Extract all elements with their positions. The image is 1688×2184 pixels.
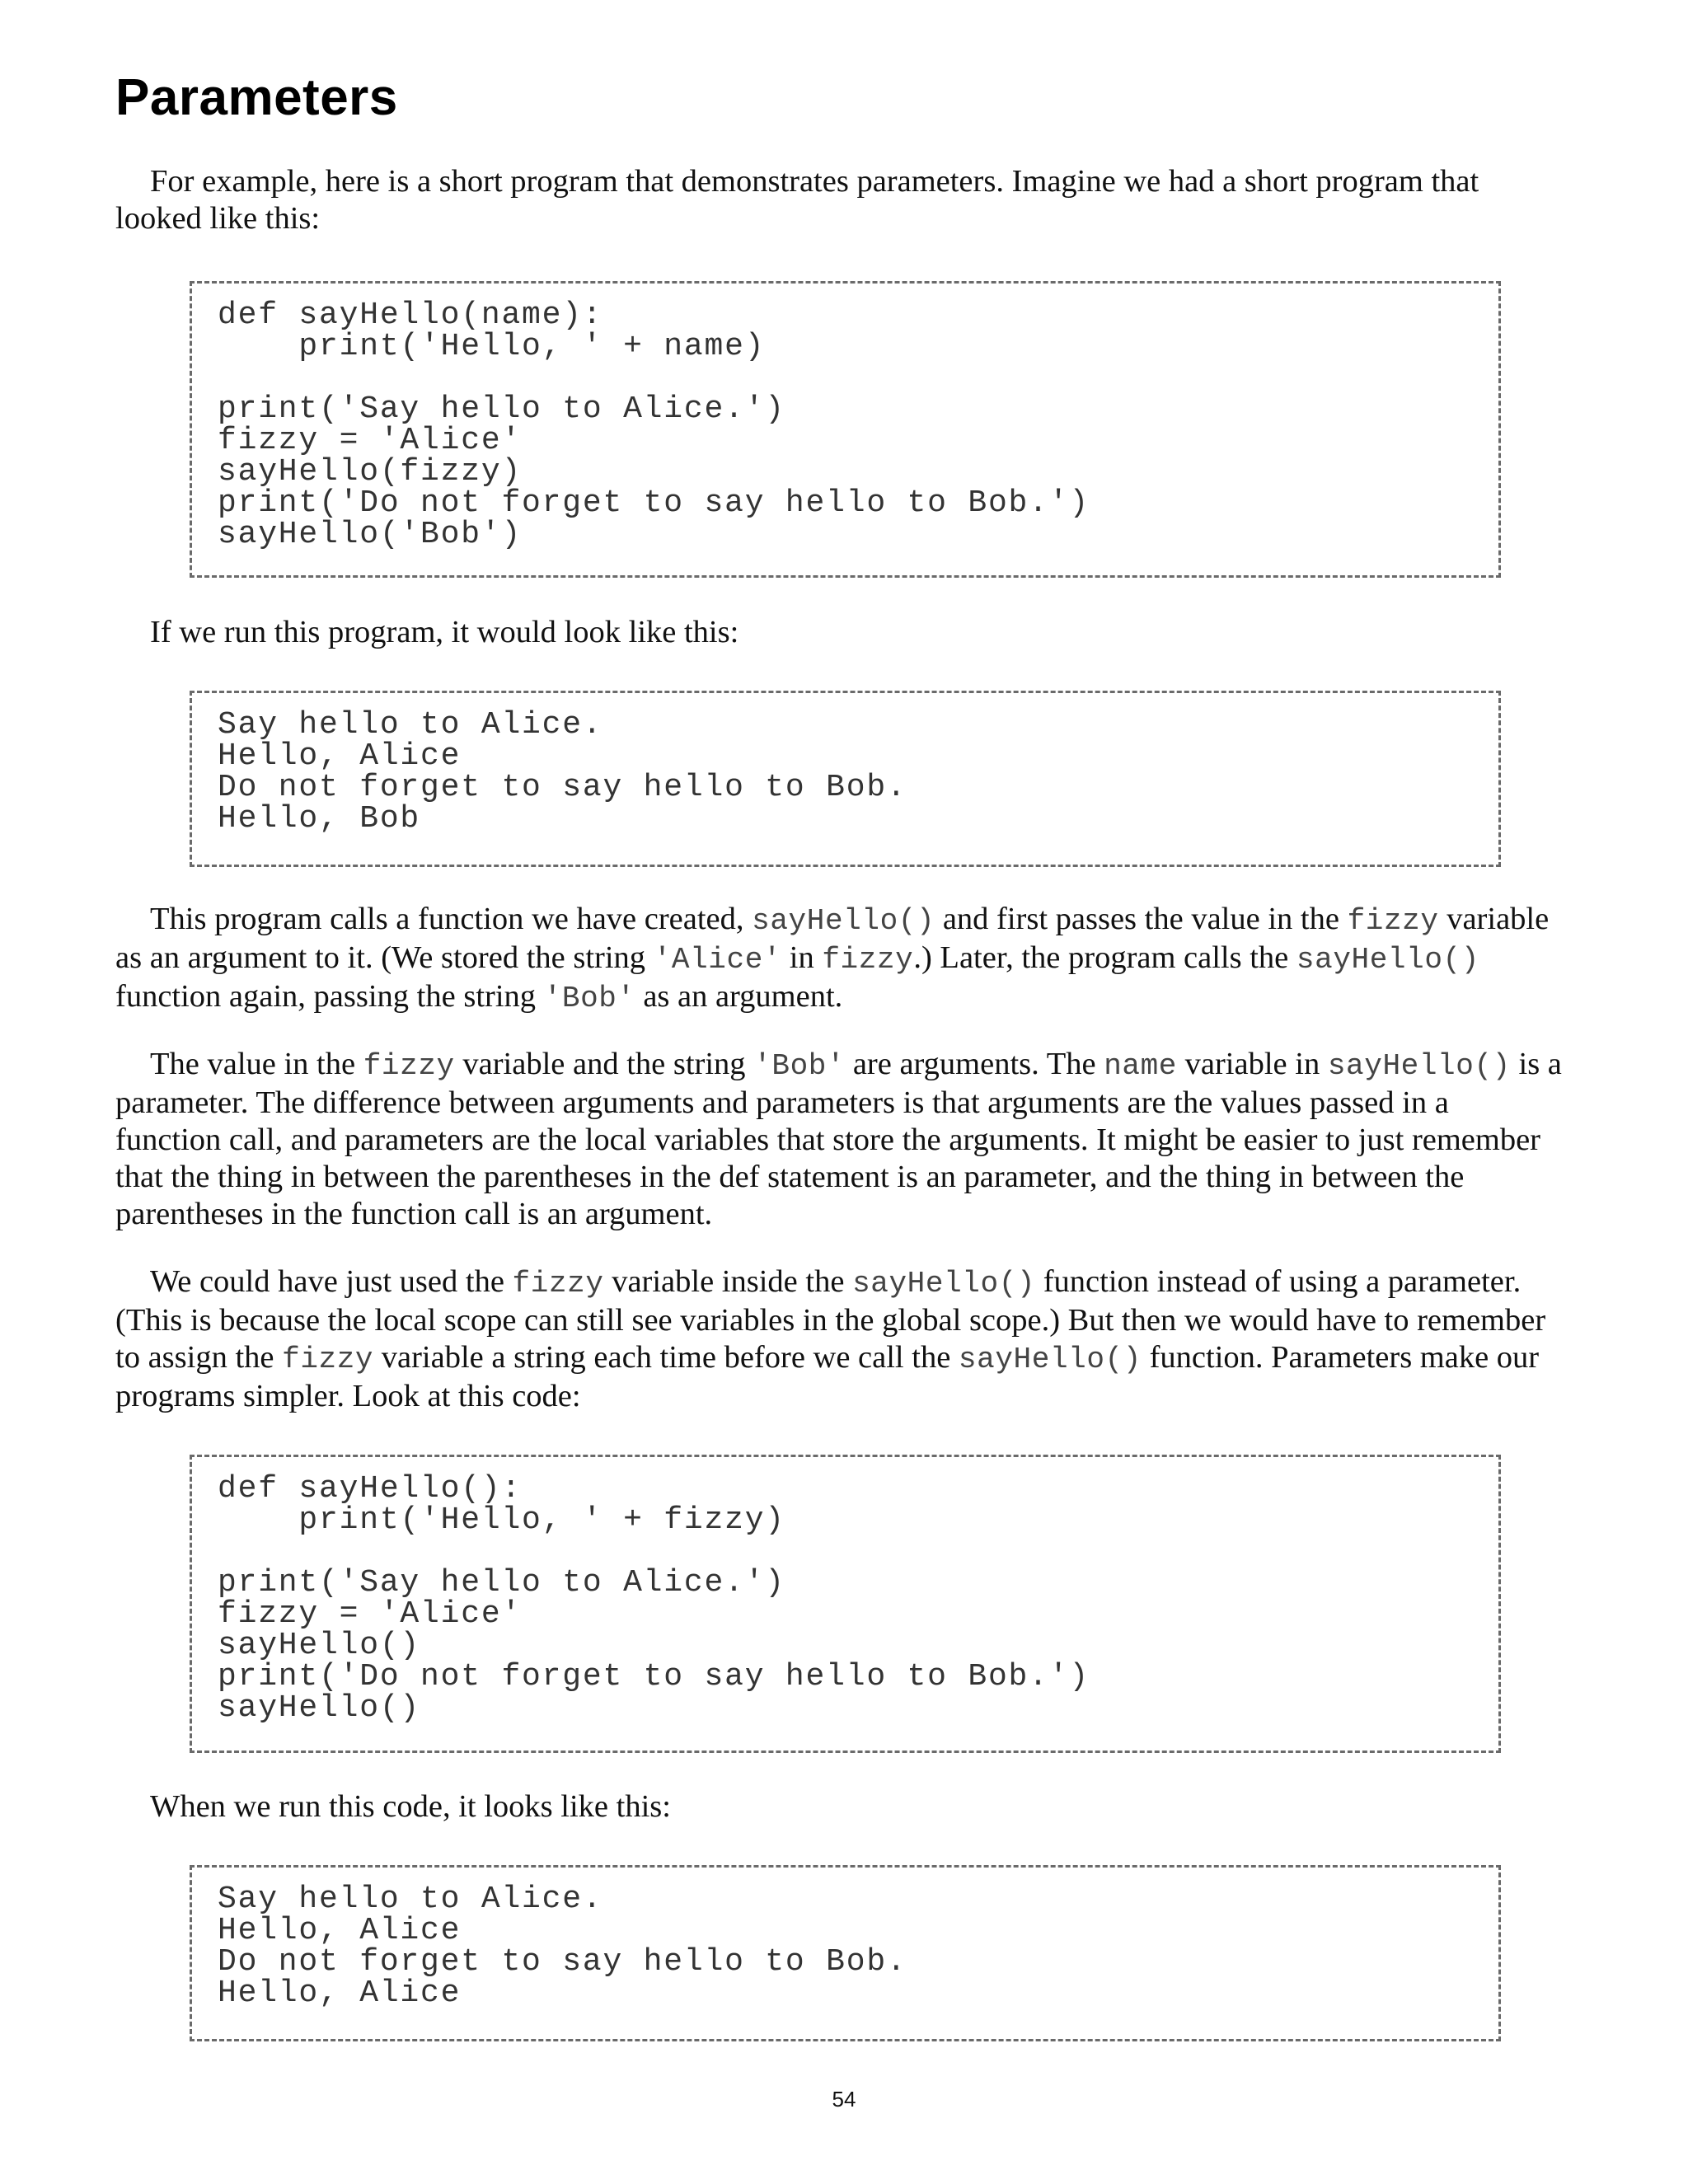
code-line: fizzy = 'Alice' xyxy=(218,1596,523,1632)
page-title: Parameters xyxy=(115,69,398,126)
text-run: variable a string each time before we call the xyxy=(373,1340,959,1375)
inline-code: fizzy xyxy=(822,943,914,977)
inline-code: sayHello() xyxy=(1327,1049,1511,1083)
text-run: function instead of using a parameter. (This is because the local scope can still see variables in the global scope.) But then we would have to remember to assign the xyxy=(115,1264,1546,1375)
inline-code: 'Bob' xyxy=(753,1049,846,1083)
text-run: is a parameter. The difference between arguments and parameters is that arguments are the values passed in a function call, and parameters are the local variables that store the arguments. It might be easier to just remember that the thing in between the parentheses in the def statement is an parameter, and the thing in between the parentheses in the function call is an argument. xyxy=(115,1047,1562,1231)
text-run: function. Parameters make our programs simpler. Look at this code: xyxy=(115,1340,1540,1413)
code-line xyxy=(218,363,1498,394)
text-run: .) Later, the program calls the xyxy=(913,940,1296,975)
inline-code: sayHello() xyxy=(852,1267,1036,1301)
output-block-1 xyxy=(190,691,1501,867)
output-line: Hello, Alice xyxy=(218,1975,462,2011)
output-line: Say hello to Alice. xyxy=(218,707,603,743)
code-line: print('Hello, ' + name) xyxy=(218,329,766,364)
inline-code: sayHello() xyxy=(1296,943,1479,977)
code-block-1 xyxy=(190,281,1501,578)
inline-code: fizzy xyxy=(512,1267,604,1301)
text-run: in xyxy=(781,940,823,975)
text-run: We could have just used the xyxy=(150,1264,513,1299)
inline-code: 'Bob' xyxy=(543,982,635,1015)
code-line: def sayHello(): xyxy=(218,1471,523,1507)
output-line: Do not forget to say hello to Bob. xyxy=(218,1944,907,1980)
output-line: Hello, Alice xyxy=(218,1913,462,1948)
intro-paragraph: For example, here is a short program that demonstrates parameters. Imagine we had a short program that looked like this: xyxy=(115,164,1479,236)
inline-code: 'Alice' xyxy=(653,943,782,977)
code-line: sayHello() xyxy=(218,1690,421,1726)
text-run: variable inside the xyxy=(603,1264,853,1299)
output-line: Hello, Alice xyxy=(218,738,462,774)
explanation-paragraph-1 xyxy=(115,901,1562,1017)
output-block-2 xyxy=(190,1865,1501,2041)
output-line: Say hello to Alice. xyxy=(218,1882,603,1917)
explanation-paragraph-3 xyxy=(115,1263,1562,1415)
code-block-2 xyxy=(190,1455,1501,1753)
inline-code: sayHello() xyxy=(958,1343,1142,1376)
explanation-paragraph-2 xyxy=(115,1046,1562,1233)
text-run: variable in xyxy=(1177,1047,1328,1081)
run-description-1: If we run this program, it would look like this: xyxy=(150,615,739,649)
code-line: def sayHello(name): xyxy=(218,298,603,333)
code-line: sayHello() xyxy=(218,1628,421,1663)
code-line xyxy=(218,1536,1498,1568)
code-line: print('Say hello to Alice.') xyxy=(218,391,785,427)
inline-code: fizzy xyxy=(1347,904,1439,938)
inline-code: name xyxy=(1104,1049,1178,1083)
run-description-2: When we run this code, it looks like this: xyxy=(150,1789,671,1824)
code-line: print('Do not forget to say hello to Bob.') xyxy=(218,485,1090,521)
text-run: function again, passing the string xyxy=(115,979,544,1014)
inline-code: fizzy xyxy=(363,1049,455,1083)
text-run: The value in the xyxy=(150,1047,363,1081)
inline-code: sayHello() xyxy=(752,904,935,938)
code-line: fizzy = 'Alice' xyxy=(218,423,523,458)
code-line: print('Say hello to Alice.') xyxy=(218,1565,785,1601)
text-run: This program calls a function we have created, xyxy=(150,902,753,936)
code-line: sayHello(fizzy) xyxy=(218,454,523,490)
text-run: variable as an argument to it. (We stored the string xyxy=(115,902,1550,975)
text-run: as an argument. xyxy=(635,979,843,1014)
page-number: 54 xyxy=(832,2087,856,2111)
output-line: Hello, Bob xyxy=(218,801,421,837)
code-line: print('Do not forget to say hello to Bob.') xyxy=(218,1659,1090,1694)
text-run: are arguments. The xyxy=(845,1047,1104,1081)
text-run: variable and the string xyxy=(454,1047,754,1081)
text-run: and first passes the value in the xyxy=(935,902,1348,936)
inline-code: fizzy xyxy=(282,1343,374,1376)
code-line: sayHello('Bob') xyxy=(218,517,523,552)
code-line: print('Hello, ' + fizzy) xyxy=(218,1502,785,1538)
output-line: Do not forget to say hello to Bob. xyxy=(218,770,907,805)
